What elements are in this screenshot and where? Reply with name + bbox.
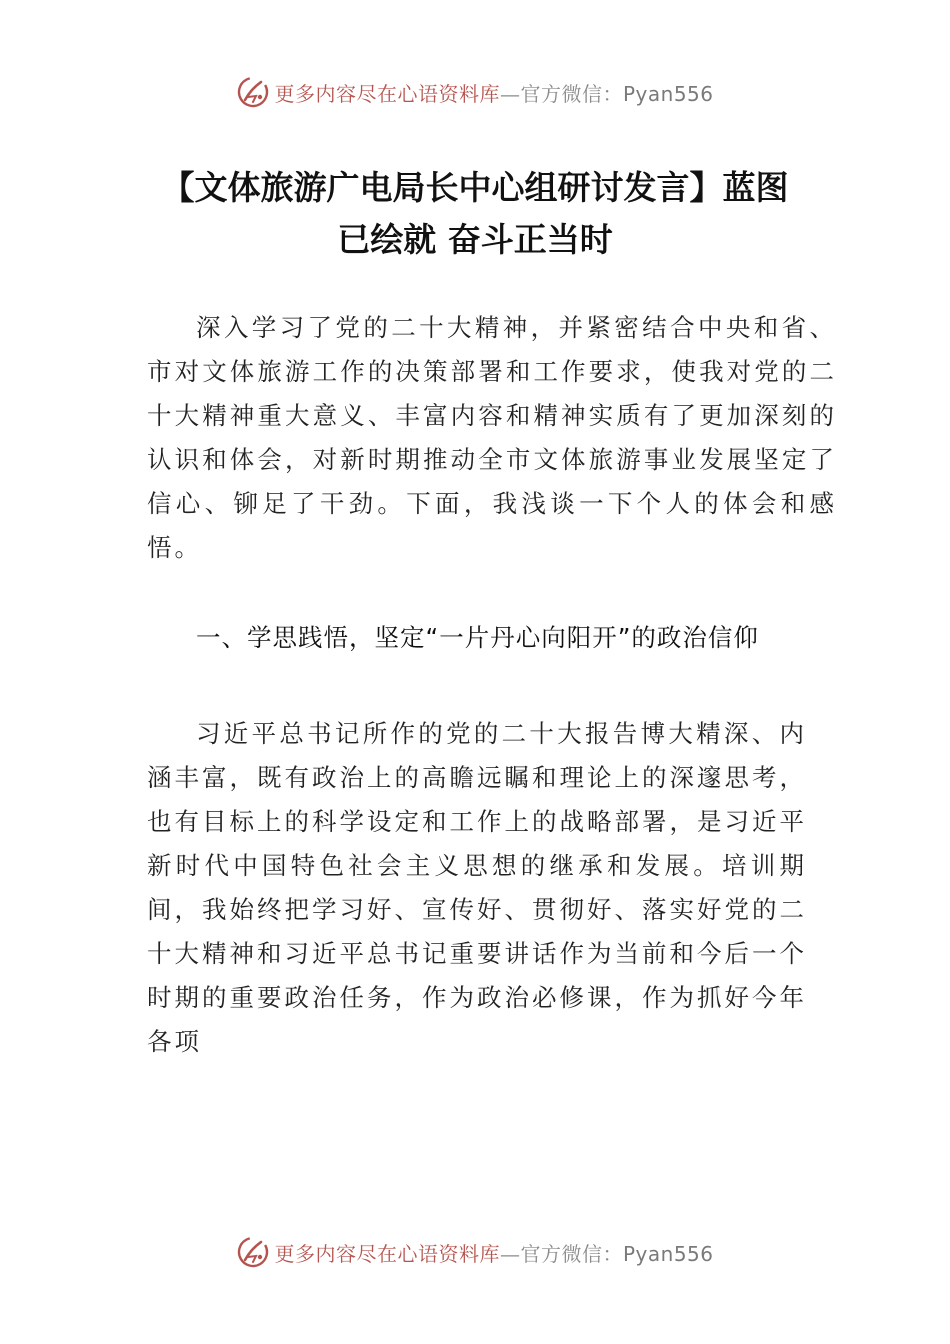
- banner-wechat-id: Pyan556: [622, 81, 714, 106]
- banner-text: [274, 1238, 713, 1267]
- title-line-2: 已绘就 奋斗正当时: [337, 220, 613, 259]
- section-heading-1: 一、学思践悟，坚定“一片丹心向阳开”的政治信仰: [196, 623, 759, 652]
- header-banner: [0, 72, 950, 112]
- section-1-paragraph: 习近平总书记所作的党的二十大报告博大精深、内涵丰富，既有政治上的高瞻远瞩和理论上的深邃思考，也有目标上的科学设定和工作上的战略部署，是习近平新时代中国特色社会主义思想的继承和发展。培训期间，我始终把学习好、宣传好、贯彻好、落实好党的二十大精神和习近平总书记重要讲话作为当前和今后一个时期的重要政治任务，作为政治必修课，作为抓好今年各项: [147, 719, 807, 1056]
- document-body: [147, 306, 837, 1064]
- banner-wechat-id: Pyan556: [622, 1241, 714, 1266]
- brush-seal-icon: [236, 1235, 270, 1269]
- intro-paragraph: 深入学习了党的二十大精神，并紧密结合中央和省、市对文体旅游工作的决策部署和工作要求，使我对党的二十大精神重大意义、丰富内容和精神实质有了更加深刻的认识和体会，对新时期推动全市文体旅游事业发展坚定了信心、铆足了干劲。下面，我浅谈一下个人的体会和感悟。: [147, 313, 837, 562]
- brush-seal-icon: [236, 75, 270, 109]
- title-line-1: 【文体旅游广电局长中心组研讨发言】蓝图: [161, 168, 789, 207]
- banner-text: [274, 78, 713, 107]
- banner-wechat-label: 官方微信：: [520, 1241, 623, 1266]
- banner-wechat-label: 官方微信：: [520, 81, 623, 106]
- banner-promo-text: 更多内容尽在心语资料库: [274, 81, 500, 106]
- banner-separator: —: [499, 1241, 521, 1266]
- banner-separator: —: [499, 81, 521, 106]
- document-title: [100, 162, 850, 266]
- footer-banner: [0, 1232, 950, 1272]
- banner-promo-text: 更多内容尽在心语资料库: [274, 1241, 500, 1266]
